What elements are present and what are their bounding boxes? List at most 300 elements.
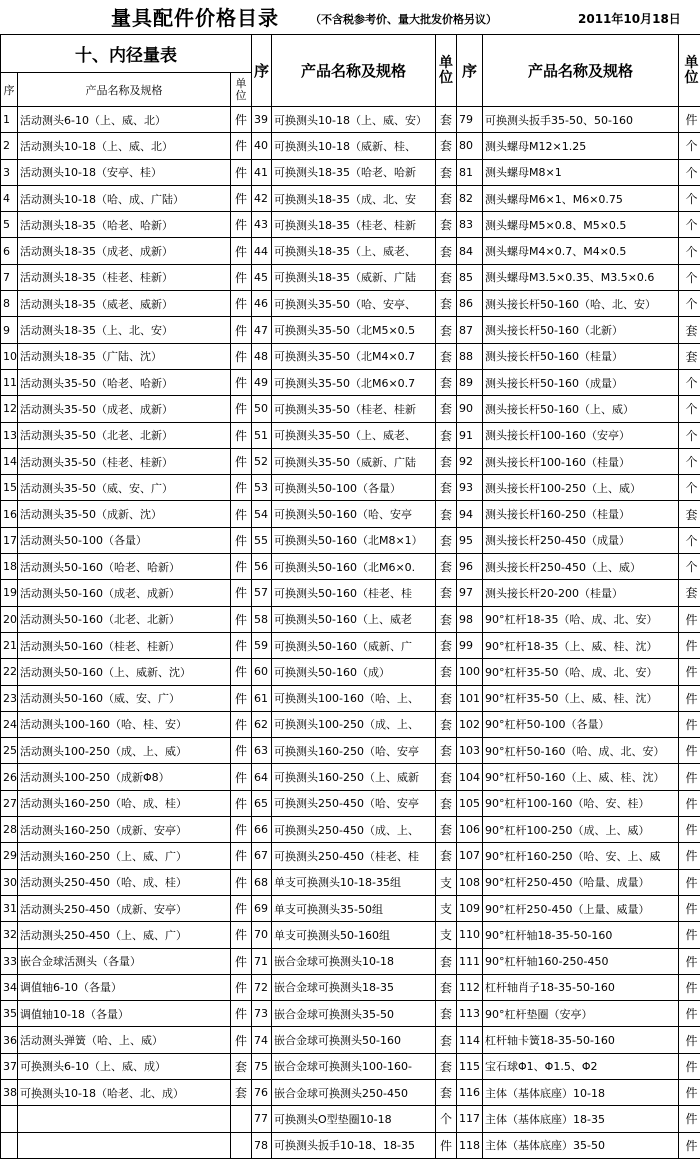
item-seq: 65 [252,790,272,816]
item-seq: 105 [457,790,483,816]
item-unit: 件 [231,422,252,448]
item-seq: 98 [457,606,483,632]
item-name: 可换测头18-35（哈老、哈新 [272,159,436,185]
table-row [1,475,700,501]
item-seq: 76 [252,1079,272,1105]
item-unit: 支 [436,895,457,921]
table-row [1,1027,700,1053]
item-seq: 5 [1,212,18,238]
catalog-date: 2011年10月18日 [578,10,681,27]
item-seq: 113 [457,1001,483,1027]
item-seq: 69 [252,895,272,921]
item-unit: 套 [679,580,700,606]
item-unit: 件 [679,711,700,737]
item-name: 可换测头100-250（成、上、 [272,711,436,737]
table-row [1,291,700,317]
item-seq: 90 [457,396,483,422]
item-name: 90°杠杆100-250（成、上、威） [483,817,679,843]
item-seq: 43 [252,212,272,238]
item-unit: 件 [231,738,252,764]
item-seq: 14 [1,448,18,474]
item-name: 可换测头35-50（北M5×0.5 [272,317,436,343]
item-unit: 件 [679,1079,700,1105]
item-unit: 套 [679,343,700,369]
item-seq: 6 [1,238,18,264]
page-header [0,0,700,34]
item-unit: 件 [679,1106,700,1132]
table-row [1,632,700,658]
item-unit: 套 [436,369,457,395]
item-name: 活动测头160-250（成新、安亭） [18,817,231,843]
item-name: 可换测头35-50（哈、安亭、 [272,291,436,317]
item-name: 90°杠杆35-50（哈、成、北、安） [483,659,679,685]
item-unit: 件 [679,869,700,895]
item-name: 活动测头35-50（威、安、广） [18,475,231,501]
item-seq: 27 [1,790,18,816]
item-unit [231,1106,252,1132]
item-seq: 42 [252,185,272,211]
item-seq: 11 [1,369,18,395]
item-name: 90°杠杆18-35（上、威、桂、沈） [483,632,679,658]
table-row [1,448,700,474]
item-name: 可换测头6-10（上、威、成） [18,1053,231,1079]
item-unit: 套 [436,685,457,711]
item-seq: 51 [252,422,272,448]
item-name: 可换测头扳手35-50、50-160 [483,107,679,133]
item-unit: 套 [436,291,457,317]
item-seq: 85 [457,264,483,290]
item-unit: 件 [231,974,252,1000]
item-unit: 套 [436,185,457,211]
item-name: 嵌合金球可换测头18-35 [272,974,436,1000]
item-name: 可换测头35-50（威新、广陆 [272,448,436,474]
item-name: 测头接长杆250-450（成量） [483,527,679,553]
name-header: 产品名称及规格 [272,35,436,107]
item-name: 可换测头18-35（上、威老、 [272,238,436,264]
item-unit: 套 [436,948,457,974]
item-name: 测头接长杆20-200（桂量） [483,580,679,606]
item-name: 可换测头50-160（上、威老 [272,606,436,632]
item-unit: 件 [231,948,252,974]
item-unit: 件 [231,580,252,606]
item-name: 90°杠杆50-100（各量） [483,711,679,737]
item-name: 可换测头10-18（威新、桂、 [272,133,436,159]
item-seq: 79 [457,107,483,133]
item-name: 嵌合金球可换测头10-18 [272,948,436,974]
item-name: 可换测头250-450（桂老、桂 [272,843,436,869]
item-seq: 39 [252,107,272,133]
table-row [1,869,700,895]
item-seq: 96 [457,554,483,580]
item-seq: 36 [1,1027,18,1053]
item-unit: 个 [679,185,700,211]
item-name: 90°杠杆轴18-35-50-160 [483,922,679,948]
item-seq: 118 [457,1132,483,1158]
item-unit: 件 [231,475,252,501]
item-name: 嵌合金球活测头（各量） [18,948,231,974]
item-seq: 1 [1,107,18,133]
item-seq: 74 [252,1027,272,1053]
item-name: 主体（基体底座）18-35 [483,1106,679,1132]
item-seq: 83 [457,212,483,238]
item-seq: 50 [252,396,272,422]
item-seq: 111 [457,948,483,974]
table-row [1,685,700,711]
table-row [1,659,700,685]
item-seq: 20 [1,606,18,632]
seq-header: 序 [1,73,18,107]
item-seq: 3 [1,159,18,185]
item-name: 测头螺母M3.5×0.35、M3.5×0.6 [483,264,679,290]
item-unit: 套 [436,212,457,238]
item-name: 90°杠杆35-50（上、威、桂、沈） [483,685,679,711]
item-unit: 件 [231,238,252,264]
item-name: 活动测头50-160（成老、成新） [18,580,231,606]
item-name: 活动测头35-50（成新、沈） [18,501,231,527]
item-name: 测头接长杆160-250（桂量） [483,501,679,527]
item-unit: 套 [436,343,457,369]
item-name: 嵌合金球可换测头100-160- [272,1053,436,1079]
item-unit: 个 [679,527,700,553]
item-unit: 件 [231,317,252,343]
item-unit: 件 [231,501,252,527]
item-seq: 21 [1,632,18,658]
table-row [1,133,700,159]
item-unit: 个 [679,475,700,501]
item-seq: 97 [457,580,483,606]
item-unit: 件 [679,843,700,869]
item-name: 测头接长杆50-160（上、威） [483,396,679,422]
item-seq: 114 [457,1027,483,1053]
item-name: 可换测头50-100（各量） [272,475,436,501]
item-unit: 件 [231,764,252,790]
seq-header: 序 [457,35,483,107]
item-seq: 77 [252,1106,272,1132]
item-unit: 套 [436,974,457,1000]
price-table-body [1,35,700,1159]
item-name: 测头接长杆50-160（哈、北、安） [483,291,679,317]
item-seq: 75 [252,1053,272,1079]
item-seq: 58 [252,606,272,632]
item-name: 活动测头18-35（桂老、桂新） [18,264,231,290]
item-unit: 件 [231,369,252,395]
table-row [1,895,700,921]
item-name: 活动测头35-50（哈老、哈新） [18,369,231,395]
item-seq: 41 [252,159,272,185]
item-name: 活动测头10-18（哈、成、广陆） [18,185,231,211]
item-name: 杠杆轴肖子18-35-50-160 [483,974,679,1000]
item-name: 单支可换测头35-50组 [272,895,436,921]
item-unit: 套 [436,1079,457,1105]
item-seq: 63 [252,738,272,764]
item-unit: 套 [231,1079,252,1105]
item-unit: 件 [436,1132,457,1158]
item-seq: 110 [457,922,483,948]
item-name: 活动测头50-160（上、威新、沈） [18,659,231,685]
item-seq: 78 [252,1132,272,1158]
item-unit: 套 [436,133,457,159]
item-unit: 套 [436,396,457,422]
item-name: 测头螺母M6×1、M6×0.75 [483,185,679,211]
item-seq: 60 [252,659,272,685]
item-seq: 18 [1,554,18,580]
item-seq: 106 [457,817,483,843]
item-name: 主体（基体底座）35-50 [483,1132,679,1158]
item-unit: 套 [436,1027,457,1053]
item-unit: 件 [231,448,252,474]
item-seq: 12 [1,396,18,422]
item-seq: 87 [457,317,483,343]
item-name: 测头接长杆50-160（成量） [483,369,679,395]
item-seq: 9 [1,317,18,343]
table-row [1,107,700,133]
item-name: 调值轴10-18（各量） [18,1001,231,1027]
item-name: 活动测头35-50（北老、北新） [18,422,231,448]
item-name: 活动测头250-450（哈、成、桂） [18,869,231,895]
item-name: 测头螺母M8×1 [483,159,679,185]
item-name: 可换测头50-160（北M8×1） [272,527,436,553]
item-unit: 套 [436,159,457,185]
item-name: 活动测头100-160（哈、桂、安） [18,711,231,737]
item-unit: 套 [436,238,457,264]
price-table [0,34,700,1159]
item-name: 活动测头35-50（成老、成新） [18,396,231,422]
item-seq: 89 [457,369,483,395]
item-seq: 73 [252,1001,272,1027]
item-unit: 件 [231,107,252,133]
item-name: 可换测头50-160（桂老、桂 [272,580,436,606]
item-name: 嵌合金球可换测头250-450 [272,1079,436,1105]
item-unit: 套 [436,738,457,764]
item-seq: 19 [1,580,18,606]
item-name: 测头螺母M5×0.8、M5×0.5 [483,212,679,238]
item-seq [1,1132,18,1158]
table-row [1,501,700,527]
item-seq: 2 [1,133,18,159]
unit-header: 单位 [231,73,252,107]
item-seq: 53 [252,475,272,501]
item-unit: 件 [231,212,252,238]
table-row [1,948,700,974]
item-name: 可换测头160-250（上、威新 [272,764,436,790]
item-seq: 86 [457,291,483,317]
item-name: 活动测头50-160（北老、北新） [18,606,231,632]
table-row [1,554,700,580]
item-unit: 套 [436,264,457,290]
name-header: 产品名称及规格 [18,73,231,107]
item-seq: 44 [252,238,272,264]
table-row [1,1053,700,1079]
item-unit: 个 [679,448,700,474]
item-seq: 80 [457,133,483,159]
item-unit: 件 [231,817,252,843]
item-seq: 13 [1,422,18,448]
item-name: 活动测头160-250（哈、成、桂） [18,790,231,816]
item-seq: 24 [1,711,18,737]
table-row [1,1079,700,1105]
item-unit: 件 [679,738,700,764]
item-name: 测头接长杆100-160（桂量） [483,448,679,474]
item-seq: 47 [252,317,272,343]
item-unit: 套 [436,527,457,553]
item-unit: 套 [436,817,457,843]
item-unit: 套 [436,554,457,580]
item-unit: 套 [436,606,457,632]
item-seq: 56 [252,554,272,580]
item-seq: 15 [1,475,18,501]
header-row [1,35,700,73]
item-seq: 104 [457,764,483,790]
item-seq: 37 [1,1053,18,1079]
item-unit: 件 [679,974,700,1000]
table-row [1,580,700,606]
item-unit: 件 [679,685,700,711]
table-row [1,1106,700,1132]
item-seq: 54 [252,501,272,527]
item-seq: 46 [252,291,272,317]
table-row [1,1001,700,1027]
item-unit: 件 [679,659,700,685]
item-name: 测头接长杆50-160（桂量） [483,343,679,369]
item-unit: 件 [231,343,252,369]
item-unit: 件 [231,291,252,317]
item-seq: 26 [1,764,18,790]
table-row [1,317,700,343]
item-name: 单支可换测头50-160组 [272,922,436,948]
item-seq: 32 [1,922,18,948]
item-name: 可换测头O型垫圈10-18 [272,1106,436,1132]
item-unit: 件 [231,396,252,422]
item-seq: 55 [252,527,272,553]
section-title: 十、内径量表 [1,35,252,73]
item-name: 90°杠杆18-35（哈、成、北、安） [483,606,679,632]
item-unit: 件 [231,895,252,921]
item-unit: 件 [679,922,700,948]
item-name: 活动测头100-250（成新Φ8） [18,764,231,790]
table-row [1,238,700,264]
item-name: 90°杠杆100-160（哈、安、桂） [483,790,679,816]
item-name: 测头接长杆100-160（安亭） [483,422,679,448]
item-unit: 个 [679,291,700,317]
item-seq: 66 [252,817,272,843]
item-seq: 38 [1,1079,18,1105]
item-unit: 套 [436,711,457,737]
item-seq: 70 [252,922,272,948]
item-name: 可换测头扳手10-18、18-35 [272,1132,436,1158]
table-row [1,843,700,869]
item-seq: 48 [252,343,272,369]
item-name: 活动测头100-250（成、上、威） [18,738,231,764]
item-name: 活动测头250-450（上、威、广） [18,922,231,948]
item-seq: 64 [252,764,272,790]
item-seq: 93 [457,475,483,501]
item-name: 可换测头18-35（成、北、安 [272,185,436,211]
item-name: 活动测头18-35（哈老、哈新） [18,212,231,238]
item-seq: 45 [252,264,272,290]
item-seq: 25 [1,738,18,764]
table-row [1,738,700,764]
item-unit: 套 [436,1053,457,1079]
item-seq: 10 [1,343,18,369]
item-unit: 件 [231,790,252,816]
item-name: 主体（基体底座）10-18 [483,1079,679,1105]
item-seq: 34 [1,974,18,1000]
item-unit: 套 [679,501,700,527]
item-seq: 84 [457,238,483,264]
item-unit: 件 [231,606,252,632]
item-seq: 30 [1,869,18,895]
item-name: 90°杠杆50-160（上、威、桂、沈） [483,764,679,790]
item-seq: 4 [1,185,18,211]
item-seq: 40 [252,133,272,159]
item-unit: 个 [679,369,700,395]
item-seq: 29 [1,843,18,869]
item-name: 90°杠杆160-250（哈、安、上、威 [483,843,679,869]
item-unit: 件 [679,764,700,790]
item-seq: 81 [457,159,483,185]
item-seq: 92 [457,448,483,474]
table-row [1,606,700,632]
item-seq: 35 [1,1001,18,1027]
item-seq: 52 [252,448,272,474]
item-unit: 件 [231,1027,252,1053]
item-seq: 71 [252,948,272,974]
table-row [1,369,700,395]
item-name: 90°杠杆250-450（哈量、成量） [483,869,679,895]
item-name: 活动测头50-160（哈老、哈新） [18,554,231,580]
item-name: 活动测头35-50（桂老、桂新） [18,448,231,474]
item-name [18,1106,231,1132]
item-unit: 套 [436,632,457,658]
item-name: 可换测头35-50（桂老、桂新 [272,396,436,422]
item-seq: 107 [457,843,483,869]
item-name: 可换测头35-50（上、威老、 [272,422,436,448]
item-unit: 件 [231,133,252,159]
item-seq: 100 [457,659,483,685]
item-name: 活动测头弹簧（哈、上、威） [18,1027,231,1053]
item-seq: 8 [1,291,18,317]
item-seq: 28 [1,817,18,843]
item-unit: 件 [231,685,252,711]
item-name: 可换测头10-18（哈老、北、成） [18,1079,231,1105]
item-unit: 支 [436,869,457,895]
item-name: 90°杠杆250-450（上量、威量） [483,895,679,921]
item-seq: 57 [252,580,272,606]
item-unit: 件 [679,790,700,816]
item-name: 活动测头50-160（威、安、广） [18,685,231,711]
item-name: 可换测头250-450（成、上、 [272,817,436,843]
table-row [1,264,700,290]
item-unit: 个 [679,159,700,185]
item-seq: 99 [457,632,483,658]
item-unit: 件 [231,659,252,685]
item-unit: 件 [231,185,252,211]
item-unit: 支 [436,922,457,948]
seq-header: 序 [252,35,272,107]
item-unit: 套 [436,107,457,133]
item-seq: 116 [457,1079,483,1105]
item-seq: 88 [457,343,483,369]
item-unit: 件 [679,1027,700,1053]
item-unit: 件 [679,895,700,921]
item-name: 嵌合金球可换测头50-160 [272,1027,436,1053]
item-name: 可换测头35-50（北M4×0.7 [272,343,436,369]
item-unit: 件 [679,632,700,658]
item-unit: 套 [436,659,457,685]
item-name: 杠杆轴卡簧18-35-50-160 [483,1027,679,1053]
item-unit: 套 [436,790,457,816]
item-unit: 套 [436,1001,457,1027]
